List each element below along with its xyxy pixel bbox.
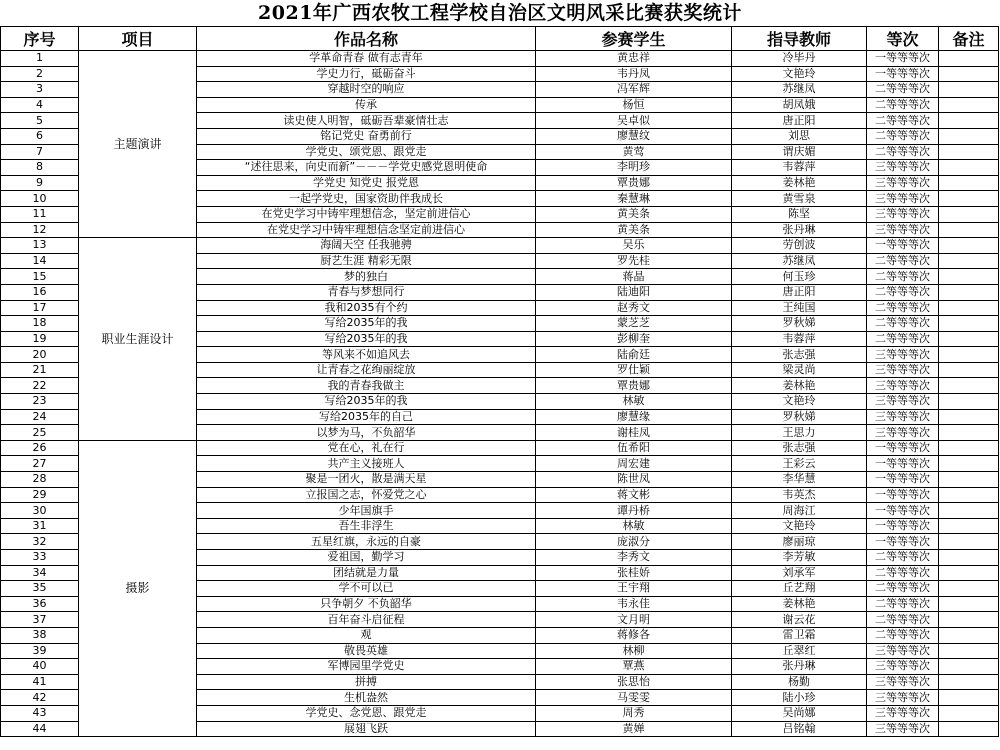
cell-award[interactable]: 一等等等次	[867, 518, 939, 534]
cell-teacher[interactable]: 唐正阳	[732, 113, 867, 129]
cell-note[interactable]	[939, 284, 999, 300]
cell-student[interactable]: 陆俞廷	[536, 347, 732, 363]
cell-award[interactable]: 一等等等次	[867, 534, 939, 550]
cell-note[interactable]	[939, 472, 999, 488]
cell-work[interactable]: 吾生非浮生	[197, 518, 536, 534]
cell-note[interactable]	[939, 612, 999, 628]
cell-note[interactable]	[939, 82, 999, 98]
cell-work[interactable]: 学史力行，砥砺奋斗	[197, 66, 536, 82]
cell-teacher[interactable]: 刘思	[732, 128, 867, 144]
cell-student[interactable]: 黄忠祥	[536, 51, 732, 67]
cell-note[interactable]	[939, 97, 999, 113]
cell-work[interactable]: 在党史学习中铸牢理想信念坚定前进信心	[197, 222, 536, 238]
cell-student[interactable]: 黄美条	[536, 222, 732, 238]
cell-note[interactable]	[939, 565, 999, 581]
cell-teacher[interactable]: 吴尚娜	[732, 705, 867, 721]
cell-award[interactable]: 二等等等次	[867, 300, 939, 316]
cell-no[interactable]: 9	[1, 175, 79, 191]
cell-teacher[interactable]: 谓庆媚	[732, 144, 867, 160]
cell-work[interactable]: 爱祖国，勤学习	[197, 550, 536, 566]
cell-student[interactable]: 林敏	[536, 394, 732, 410]
cell-student[interactable]: 秦慧琳	[536, 191, 732, 207]
cell-award[interactable]: 三等等等次	[867, 674, 939, 690]
cell-note[interactable]	[939, 596, 999, 612]
cell-award[interactable]: 二等等等次	[867, 565, 939, 581]
header-award[interactable]: 等次	[867, 27, 939, 51]
cell-no[interactable]: 30	[1, 503, 79, 519]
cell-award[interactable]: 一等等等次	[867, 51, 939, 67]
cell-award[interactable]: 一等等等次	[867, 472, 939, 488]
cell-award[interactable]: 二等等等次	[867, 550, 939, 566]
cell-student[interactable]: 张思怡	[536, 674, 732, 690]
cell-note[interactable]	[939, 175, 999, 191]
cell-work[interactable]: 学革命青春 做有志青年	[197, 51, 536, 67]
cell-work[interactable]: 写给2035年的我	[197, 394, 536, 410]
cell-work[interactable]: 一起学党史，国家资助伴我成长	[197, 191, 536, 207]
cell-award[interactable]: 三等等等次	[867, 175, 939, 191]
cell-note[interactable]	[939, 128, 999, 144]
cell-work[interactable]: 梦的独白	[197, 269, 536, 285]
cell-award[interactable]: 三等等等次	[867, 222, 939, 238]
header-note[interactable]: 备注	[939, 27, 999, 51]
cell-work[interactable]: 百年奋斗启征程	[197, 612, 536, 628]
cell-no[interactable]: 2	[1, 66, 79, 82]
cell-note[interactable]	[939, 643, 999, 659]
cell-student[interactable]: 庞淑分	[536, 534, 732, 550]
cell-note[interactable]	[939, 534, 999, 550]
cell-teacher[interactable]: 张丹琳	[732, 659, 867, 675]
cell-work[interactable]: 聚是一团火，散是满天星	[197, 472, 536, 488]
cell-teacher[interactable]: 冷毕丹	[732, 51, 867, 67]
cell-teacher[interactable]: 李华慧	[732, 472, 867, 488]
cell-work[interactable]: 学党史、念党恩、跟党走	[197, 705, 536, 721]
cell-no[interactable]: 6	[1, 128, 79, 144]
cell-award[interactable]: 二等等等次	[867, 627, 939, 643]
cell-award[interactable]: 二等等等次	[867, 113, 939, 129]
cell-teacher[interactable]: 黄雪泉	[732, 191, 867, 207]
cell-student[interactable]: 文月明	[536, 612, 732, 628]
cell-student[interactable]: 蒋文彬	[536, 487, 732, 503]
cell-student[interactable]: 覃贵娜	[536, 378, 732, 394]
cell-award[interactable]: 三等等等次	[867, 191, 939, 207]
cell-note[interactable]	[939, 238, 999, 254]
cell-award[interactable]: 一等等等次	[867, 456, 939, 472]
cell-no[interactable]: 36	[1, 596, 79, 612]
cell-note[interactable]	[939, 705, 999, 721]
cell-note[interactable]	[939, 191, 999, 207]
cell-award[interactable]: 二等等等次	[867, 269, 939, 285]
cell-no[interactable]: 40	[1, 659, 79, 675]
cell-note[interactable]	[939, 378, 999, 394]
cell-teacher[interactable]: 王纯国	[732, 300, 867, 316]
cell-work[interactable]: 团结就是力量	[197, 565, 536, 581]
cell-note[interactable]	[939, 456, 999, 472]
cell-student[interactable]: 吴卓似	[536, 113, 732, 129]
cell-no[interactable]: 34	[1, 565, 79, 581]
cell-student[interactable]: 李明珍	[536, 160, 732, 176]
cell-note[interactable]	[939, 440, 999, 456]
cell-teacher[interactable]: 何玉珍	[732, 269, 867, 285]
cell-student[interactable]: 韦丹凤	[536, 66, 732, 82]
cell-work[interactable]: 生机盎然	[197, 690, 536, 706]
cell-no[interactable]: 42	[1, 690, 79, 706]
cell-no[interactable]: 1	[1, 51, 79, 67]
cell-work[interactable]: 少年国旗手	[197, 503, 536, 519]
cell-student[interactable]: 赵秀文	[536, 300, 732, 316]
cell-student[interactable]: 谢桂凤	[536, 425, 732, 441]
cell-teacher[interactable]: 姜林艳	[732, 175, 867, 191]
cell-student[interactable]: 廖慧缘	[536, 409, 732, 425]
cell-teacher[interactable]: 张志强	[732, 440, 867, 456]
cell-student[interactable]: 黄美条	[536, 206, 732, 222]
table-row	[1, 440, 999, 456]
table-body	[1, 51, 999, 737]
cell-no[interactable]: 44	[1, 721, 79, 737]
cell-note[interactable]	[939, 269, 999, 285]
cell-work[interactable]: 传承	[197, 97, 536, 113]
cell-work[interactable]: 五星红旗，永远的自豪	[197, 534, 536, 550]
cell-student[interactable]: 罗仕颖	[536, 362, 732, 378]
cell-student[interactable]: 冯军辉	[536, 82, 732, 98]
cell-award[interactable]: 三等等等次	[867, 690, 939, 706]
cell-award[interactable]: 三等等等次	[867, 394, 939, 410]
cell-work[interactable]: 厨艺生涯 精彩无限	[197, 253, 536, 269]
cell-note[interactable]	[939, 425, 999, 441]
cell-no[interactable]: 17	[1, 300, 79, 316]
header-category[interactable]: 项目	[79, 27, 197, 51]
cell-student[interactable]: 李秀文	[536, 550, 732, 566]
cell-award[interactable]: 二等等等次	[867, 581, 939, 597]
cell-no[interactable]: 19	[1, 331, 79, 347]
cell-teacher[interactable]: 胡凤娥	[732, 97, 867, 113]
cell-award[interactable]: 三等等等次	[867, 659, 939, 675]
cell-no[interactable]: 41	[1, 674, 79, 690]
cell-teacher[interactable]: 廖丽琼	[732, 534, 867, 550]
cell-note[interactable]	[939, 550, 999, 566]
cell-student[interactable]: 韦永佳	[536, 596, 732, 612]
cell-work[interactable]: 我的青春我做主	[197, 378, 536, 394]
cell-award[interactable]: 三等等等次	[867, 362, 939, 378]
cell-award[interactable]: 三等等等次	[867, 378, 939, 394]
cell-no[interactable]: 16	[1, 284, 79, 300]
cell-work[interactable]: 军博园里学党史	[197, 659, 536, 675]
cell-no[interactable]: 43	[1, 705, 79, 721]
cell-work[interactable]: 敬畏英雄	[197, 643, 536, 659]
cell-award[interactable]: 三等等等次	[867, 425, 939, 441]
cell-work[interactable]: 我和2035有个约	[197, 300, 536, 316]
cell-work[interactable]: “述往思来，向史而新”－－－学党史感党恩明使命	[197, 160, 536, 176]
cell-student[interactable]: 陈世凤	[536, 472, 732, 488]
cell-award[interactable]: 二等等等次	[867, 284, 939, 300]
cell-student[interactable]: 陆迪阳	[536, 284, 732, 300]
cell-no[interactable]: 29	[1, 487, 79, 503]
cell-student[interactable]: 林敏	[536, 518, 732, 534]
header-row	[1, 27, 999, 51]
cell-no[interactable]: 27	[1, 456, 79, 472]
cell-student[interactable]: 蒋修各	[536, 627, 732, 643]
cell-award[interactable]: 三等等等次	[867, 643, 939, 659]
cell-award[interactable]: 二等等等次	[867, 612, 939, 628]
cell-no[interactable]: 31	[1, 518, 79, 534]
header-work[interactable]: 作品名称	[197, 27, 536, 51]
cell-teacher[interactable]: 罗秋娣	[732, 409, 867, 425]
cell-category[interactable]: 职业生涯设计	[79, 238, 197, 441]
cell-student[interactable]: 王宇翔	[536, 581, 732, 597]
cell-no[interactable]: 3	[1, 82, 79, 98]
cell-work[interactable]: 读史使人明智，砥砺吾辈豪情壮志	[197, 113, 536, 129]
cell-no[interactable]: 7	[1, 144, 79, 160]
cell-no[interactable]: 10	[1, 191, 79, 207]
cell-no[interactable]: 22	[1, 378, 79, 394]
cell-student[interactable]: 周秀	[536, 705, 732, 721]
cell-teacher[interactable]: 劳创波	[732, 238, 867, 254]
cell-student[interactable]: 彭柳奎	[536, 331, 732, 347]
cell-note[interactable]	[939, 409, 999, 425]
table-row	[1, 238, 999, 254]
cell-work[interactable]: 学党史 知党史 报党恩	[197, 175, 536, 191]
cell-teacher[interactable]: 姜林艳	[732, 378, 867, 394]
cell-teacher[interactable]: 陈坚	[732, 206, 867, 222]
header-student[interactable]: 参赛学生	[536, 27, 732, 51]
cell-award[interactable]: 二等等等次	[867, 82, 939, 98]
cell-work[interactable]: 海阔天空 任我驰骋	[197, 238, 536, 254]
cell-teacher[interactable]: 韦英杰	[732, 487, 867, 503]
awards-table	[0, 26, 999, 737]
cell-note[interactable]	[939, 331, 999, 347]
cell-no[interactable]: 4	[1, 97, 79, 113]
cell-award[interactable]: 三等等等次	[867, 347, 939, 363]
cell-note[interactable]	[939, 518, 999, 534]
cell-note[interactable]	[939, 300, 999, 316]
cell-award[interactable]: 一等等等次	[867, 503, 939, 519]
cell-award[interactable]: 一等等等次	[867, 440, 939, 456]
cell-work[interactable]: 学党史、颂党恩、跟党走	[197, 144, 536, 160]
cell-note[interactable]	[939, 659, 999, 675]
cell-work[interactable]: 党在心，礼在行	[197, 440, 536, 456]
cell-teacher[interactable]: 苏继凤	[732, 253, 867, 269]
cell-teacher[interactable]: 张志强	[732, 347, 867, 363]
cell-award[interactable]: 二等等等次	[867, 97, 939, 113]
cell-no[interactable]: 21	[1, 362, 79, 378]
cell-teacher[interactable]: 梁灵尚	[732, 362, 867, 378]
cell-note[interactable]	[939, 316, 999, 332]
cell-teacher[interactable]: 文艳玲	[732, 518, 867, 534]
cell-work[interactable]: 写给2035年的自己	[197, 409, 536, 425]
cell-work[interactable]: 观	[197, 627, 536, 643]
cell-award[interactable]: 二等等等次	[867, 144, 939, 160]
cell-work[interactable]: 写给2035年的我	[197, 331, 536, 347]
cell-award[interactable]: 二等等等次	[867, 331, 939, 347]
cell-teacher[interactable]: 王彩云	[732, 456, 867, 472]
cell-note[interactable]	[939, 487, 999, 503]
cell-work[interactable]: 青春与梦想同行	[197, 284, 536, 300]
cell-teacher[interactable]: 丘翠红	[732, 643, 867, 659]
cell-category[interactable]: 主题演讲	[79, 51, 197, 238]
cell-teacher[interactable]: 唐正阳	[732, 284, 867, 300]
table-row	[1, 51, 999, 67]
cell-note[interactable]	[939, 394, 999, 410]
cell-teacher[interactable]: 杨勤	[732, 674, 867, 690]
cell-student[interactable]: 吴乐	[536, 238, 732, 254]
cell-student[interactable]: 周宏建	[536, 456, 732, 472]
cell-award[interactable]: 二等等等次	[867, 253, 939, 269]
cell-no[interactable]: 11	[1, 206, 79, 222]
cell-teacher[interactable]: 陆小珍	[732, 690, 867, 706]
cell-student[interactable]: 马雯雯	[536, 690, 732, 706]
cell-note[interactable]	[939, 206, 999, 222]
cell-student[interactable]: 廖慧纹	[536, 128, 732, 144]
cell-student[interactable]: 谭丹桥	[536, 503, 732, 519]
cell-teacher[interactable]: 谢云花	[732, 612, 867, 628]
cell-note[interactable]	[939, 674, 999, 690]
cell-work[interactable]: 展翅飞跃	[197, 721, 536, 737]
cell-no[interactable]: 25	[1, 425, 79, 441]
cell-award[interactable]: 二等等等次	[867, 596, 939, 612]
cell-award[interactable]: 一等等等次	[867, 487, 939, 503]
cell-no[interactable]: 37	[1, 612, 79, 628]
cell-work[interactable]: 写给2035年的我	[197, 316, 536, 332]
cell-award[interactable]: 三等等等次	[867, 721, 939, 737]
cell-teacher[interactable]: 雷卫霜	[732, 627, 867, 643]
cell-note[interactable]	[939, 347, 999, 363]
cell-student[interactable]: 黄婵	[536, 721, 732, 737]
cell-work[interactable]: 拼搏	[197, 674, 536, 690]
cell-student[interactable]: 林柳	[536, 643, 732, 659]
cell-no[interactable]: 13	[1, 238, 79, 254]
cell-no[interactable]: 12	[1, 222, 79, 238]
cell-award[interactable]: 三等等等次	[867, 705, 939, 721]
cell-teacher[interactable]: 李芳敏	[732, 550, 867, 566]
cell-award[interactable]: 二等等等次	[867, 128, 939, 144]
cell-award[interactable]: 一等等等次	[867, 238, 939, 254]
cell-no[interactable]: 39	[1, 643, 79, 659]
cell-no[interactable]: 18	[1, 316, 79, 332]
cell-teacher[interactable]: 文艳玲	[732, 394, 867, 410]
cell-note[interactable]	[939, 66, 999, 82]
cell-teacher[interactable]: 姜林艳	[732, 596, 867, 612]
cell-note[interactable]	[939, 253, 999, 269]
cell-award[interactable]: 三等等等次	[867, 206, 939, 222]
cell-award[interactable]: 三等等等次	[867, 160, 939, 176]
cell-work[interactable]: 学不可以已	[197, 581, 536, 597]
cell-work[interactable]: 等风来不如追风去	[197, 347, 536, 363]
cell-no[interactable]: 33	[1, 550, 79, 566]
cell-note[interactable]	[939, 144, 999, 160]
cell-teacher[interactable]: 韦蓉萍	[732, 331, 867, 347]
cell-category[interactable]: 摄影	[79, 440, 197, 736]
cell-note[interactable]	[939, 222, 999, 238]
cell-note[interactable]	[939, 721, 999, 737]
cell-teacher[interactable]: 张丹琳	[732, 222, 867, 238]
cell-teacher[interactable]: 吕铭翰	[732, 721, 867, 737]
cell-note[interactable]	[939, 51, 999, 67]
cell-no[interactable]: 38	[1, 627, 79, 643]
cell-work[interactable]: 让青春之花绚丽绽放	[197, 362, 536, 378]
cell-note[interactable]	[939, 581, 999, 597]
cell-note[interactable]	[939, 503, 999, 519]
cell-teacher[interactable]: 韦蓉萍	[732, 160, 867, 176]
cell-student[interactable]: 蒙芝芝	[536, 316, 732, 332]
cell-teacher[interactable]: 周海江	[732, 503, 867, 519]
header-teacher[interactable]: 指导教师	[732, 27, 867, 51]
cell-note[interactable]	[939, 160, 999, 176]
cell-student[interactable]: 黄莺	[536, 144, 732, 160]
cell-no[interactable]: 8	[1, 160, 79, 176]
cell-no[interactable]: 5	[1, 113, 79, 129]
cell-no[interactable]: 24	[1, 409, 79, 425]
cell-teacher[interactable]: 苏继凤	[732, 82, 867, 98]
cell-work[interactable]: 穿越时空的响应	[197, 82, 536, 98]
cell-no[interactable]: 26	[1, 440, 79, 456]
cell-no[interactable]: 32	[1, 534, 79, 550]
cell-teacher[interactable]: 刘承军	[732, 565, 867, 581]
cell-work[interactable]: 共产主义接班人	[197, 456, 536, 472]
cell-student[interactable]: 覃贵娜	[536, 175, 732, 191]
cell-work[interactable]: 立报国之志，怀爱党之心	[197, 487, 536, 503]
cell-no[interactable]: 28	[1, 472, 79, 488]
cell-teacher[interactable]: 王思力	[732, 425, 867, 441]
header-no[interactable]: 序号	[1, 27, 79, 51]
cell-teacher[interactable]: 丘艺翔	[732, 581, 867, 597]
cell-work[interactable]: 铭记党史 奋勇前行	[197, 128, 536, 144]
cell-award[interactable]: 二等等等次	[867, 316, 939, 332]
cell-student[interactable]: 杨恒	[536, 97, 732, 113]
cell-award[interactable]: 一等等等次	[867, 66, 939, 82]
cell-no[interactable]: 14	[1, 253, 79, 269]
cell-teacher[interactable]: 文艳玲	[732, 66, 867, 82]
cell-award[interactable]: 三等等等次	[867, 409, 939, 425]
cell-note[interactable]	[939, 113, 999, 129]
cell-teacher[interactable]: 罗秋娣	[732, 316, 867, 332]
cell-work[interactable]: 只争朝夕 不负韶华	[197, 596, 536, 612]
cell-student[interactable]: 覃燕	[536, 659, 732, 675]
sheet-title: 2021年广西农牧工程学校自治区文明风采比赛获奖统计	[258, 2, 742, 24]
cell-student[interactable]: 蒋晶	[536, 269, 732, 285]
cell-note[interactable]	[939, 362, 999, 378]
cell-note[interactable]	[939, 690, 999, 706]
cell-no[interactable]: 35	[1, 581, 79, 597]
cell-no[interactable]: 15	[1, 269, 79, 285]
cell-student[interactable]: 张桂娇	[536, 565, 732, 581]
cell-no[interactable]: 23	[1, 394, 79, 410]
cell-note[interactable]	[939, 627, 999, 643]
cell-student[interactable]: 伍希阳	[536, 440, 732, 456]
cell-work[interactable]: 以梦为马，不负韶华	[197, 425, 536, 441]
cell-work[interactable]: 在党史学习中铸牢理想信念，坚定前进信心	[197, 206, 536, 222]
cell-student[interactable]: 罗先桂	[536, 253, 732, 269]
cell-no[interactable]: 20	[1, 347, 79, 363]
